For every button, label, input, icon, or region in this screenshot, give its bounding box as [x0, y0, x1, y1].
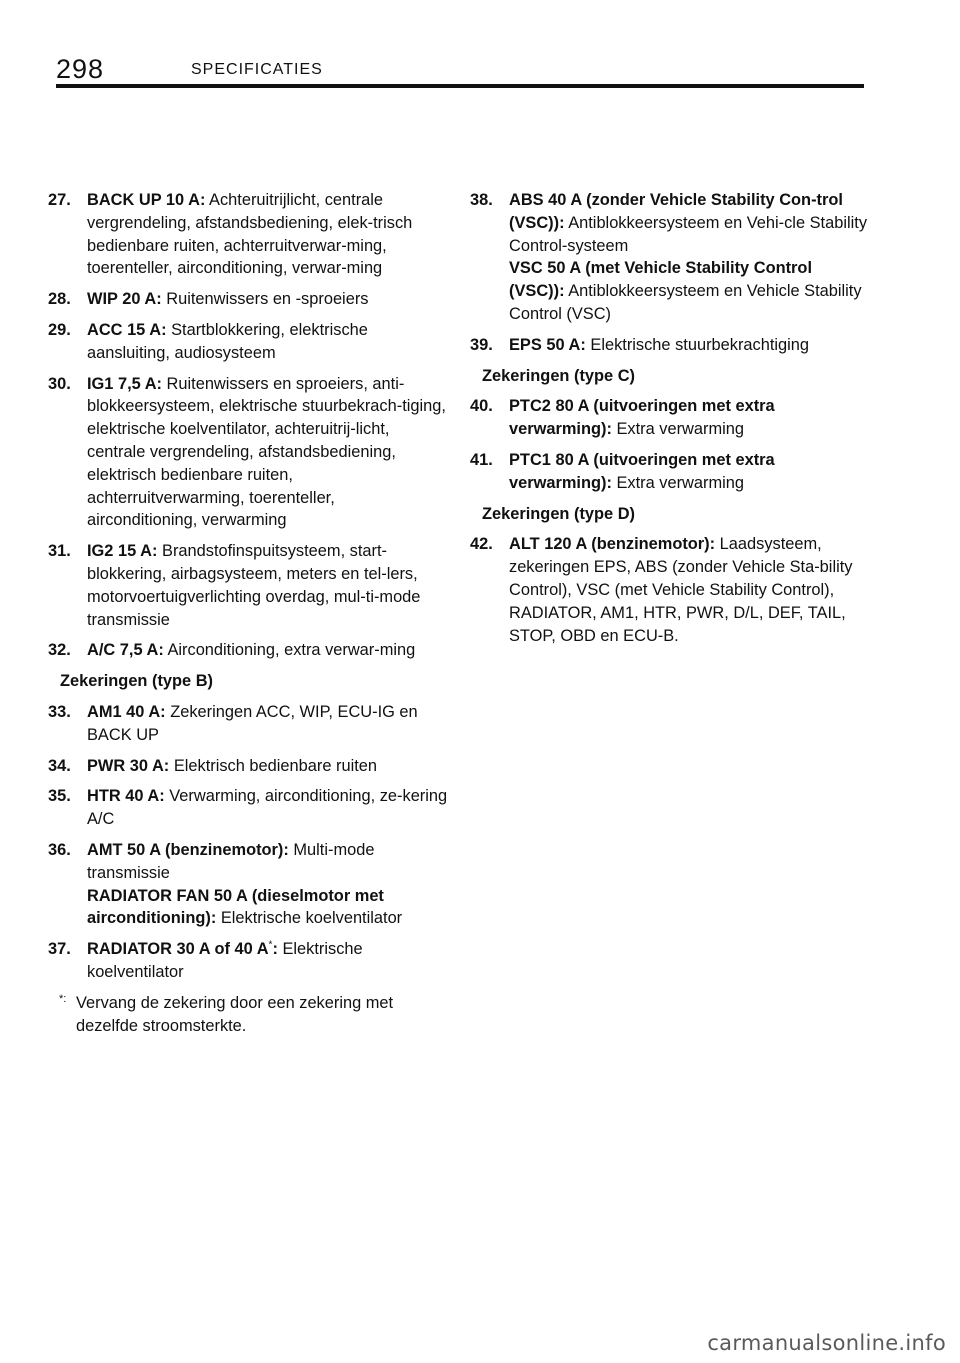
entry-number: 33.	[48, 702, 71, 721]
entry-text: Antiblokkeersysteem en Vehicle Stability Control (VSC)	[509, 282, 862, 323]
entry-text: Zekeringen ACC, WIP, ECU-IG en BACK UP	[87, 702, 418, 744]
entry-label: WIP 20 A:	[87, 290, 162, 309]
fuse-entry-41	[470, 449, 870, 495]
entry-text: Elektrische stuurbekrachtiging	[585, 335, 810, 354]
entry-number: 27.	[48, 191, 71, 209]
section-heading-type-b: Zekeringen (type B)	[60, 672, 214, 691]
entry-label-colon: :	[272, 940, 278, 959]
entry-label: EPS 50 A:	[509, 335, 586, 354]
entry-number: 37.	[48, 940, 71, 959]
entry-number: 36.	[48, 840, 71, 859]
entry-text: Elektrische koelventilator	[216, 909, 403, 928]
fuse-entry-29	[48, 319, 448, 365]
entry-number: 42.	[470, 535, 493, 554]
entry-text: Extra verwarming	[611, 473, 744, 492]
footnote-text: Vervang de zekering door een zekering met dezelfde stroomsterkte.	[76, 993, 394, 1035]
entry-label: ALT 120 A (benzinemotor):	[509, 535, 716, 554]
entry-text: Airconditioning, extra verwar-ming	[163, 641, 416, 660]
section-heading-type-c: Zekeringen (type C)	[482, 366, 636, 385]
entry-label: HTR 40 A:	[87, 787, 165, 806]
entry-label: IG2 15 A:	[87, 542, 158, 561]
entry-number: 40.	[470, 397, 493, 416]
entry-number: 28.	[48, 290, 71, 309]
footnote-marker: *	[268, 939, 273, 951]
entry-label: VSC 50 A (met Vehicle Stability Control (VSC)):	[509, 259, 812, 301]
entry-text: Multi-mode transmissie	[87, 840, 375, 882]
fuse-entry-32	[48, 639, 448, 662]
fuse-entry-31	[48, 540, 448, 631]
entry-text: Laadsysteem, zekeringen EPS, ABS (zonder Vehicle Sta-bility Control), VSC (met Vehicle Stability Control), RADIATOR, AM1, HTR, PWR, D/L, DEF, TAIL, STOP, OBD en ECU-B.	[509, 535, 853, 645]
entry-text: Elektrische koelventilator	[87, 940, 363, 981]
header-rule	[56, 84, 864, 88]
entry-text: Antiblokkeersysteem en Vehi-cle Stability Control-systeem	[509, 213, 868, 255]
entry-number: 29.	[48, 320, 71, 339]
fuse-entry-34	[48, 755, 448, 778]
entry-label: AMT 50 A (benzinemotor):	[87, 840, 289, 859]
page-title: SPECIFICATIES	[191, 61, 323, 78]
entry-number: 31.	[48, 542, 71, 561]
fuse-entry-40	[470, 395, 870, 441]
entry-label: PWR 30 A:	[87, 756, 170, 775]
right-column	[470, 189, 870, 655]
section-heading-type-d: Zekeringen (type D)	[482, 504, 636, 523]
fuse-entry-35	[48, 785, 448, 831]
entry-label: RADIATOR FAN 50 A (dieselmotor met airconditioning):	[87, 886, 384, 928]
fuse-entry-27	[48, 189, 448, 280]
entry-text: Ruitenwissers en sproeiers, anti-blokkeersysteem, elektrische stuurbekrach-tiging, elektrische koelventilator, achteruitrij-licht, centrale vergrendeling, afstandsbediening, elektrisch bedienbare ruiten, achterruitverwarming, toerenteller, airconditioning, verwarming	[87, 374, 446, 530]
fuse-entry-42	[470, 533, 870, 647]
entry-label: A/C 7,5 A:	[87, 641, 164, 660]
entry-label: PTC1 80 A (uitvoeringen met extra verwarming):	[509, 450, 775, 492]
left-column	[48, 189, 448, 1037]
entry-text: Brandstofinspuitsysteem, start-blokkering, airbagsysteem, meters en tel-lers, motorvoertuigverlichting overdag, mul-ti-mode transmissie	[87, 542, 421, 629]
fuse-entry-37	[48, 938, 448, 984]
fuse-entry-39	[470, 334, 870, 357]
page-number: 298	[56, 54, 105, 84]
footnote-marker: *:	[59, 992, 67, 1005]
fuse-entry-38	[470, 189, 870, 326]
watermark-link[interactable]: carmanualsonline.info	[707, 1331, 946, 1355]
entry-number: 41.	[470, 450, 493, 469]
fuse-entry-33	[48, 701, 448, 747]
entry-label: IG1 7,5 A:	[87, 374, 162, 393]
entry-number: 38.	[470, 191, 493, 209]
entry-subitem	[509, 257, 870, 325]
entry-text: Startblokkering, elektrische aansluiting, audiosysteem	[87, 320, 368, 362]
page-header	[56, 52, 866, 92]
entry-label: PTC2 80 A (uitvoeringen met extra verwarming):	[509, 397, 775, 439]
entry-text: Elektrisch bedienbare ruiten	[169, 756, 377, 775]
entry-label: ABS 40 A (zonder Vehicle Stability Con-trol (VSC)):	[509, 191, 843, 232]
footnote	[48, 992, 448, 1038]
fuse-entry-36	[48, 839, 448, 930]
entry-label: AM1 40 A:	[87, 702, 166, 721]
entry-number: 39.	[470, 335, 493, 354]
entry-text: Ruitenwissers en -sproeiers	[161, 290, 369, 309]
entry-text: Extra verwarming	[611, 420, 744, 439]
fuse-entry-30	[48, 373, 448, 533]
entry-label: RADIATOR 30 A of 40 A	[87, 940, 269, 959]
entry-label: ACC 15 A:	[87, 320, 167, 339]
entry-number: 34.	[48, 756, 71, 775]
entry-number: 32.	[48, 641, 71, 660]
entry-number: 30.	[48, 374, 71, 393]
entry-label: BACK UP 10 A:	[87, 191, 206, 209]
fuse-entry-28	[48, 288, 448, 311]
entry-number: 35.	[48, 787, 71, 806]
entry-text: Achteruitrijlicht, centrale vergrendeling, afstandsbediening, elek-trisch bedienbare ruiten, achterruitverwar-ming, toerenteller, airconditioning, verwar-ming	[87, 191, 413, 278]
entry-text: Verwarming, airconditioning, ze-kering A/C	[87, 787, 448, 829]
entry-subitem	[87, 885, 448, 931]
